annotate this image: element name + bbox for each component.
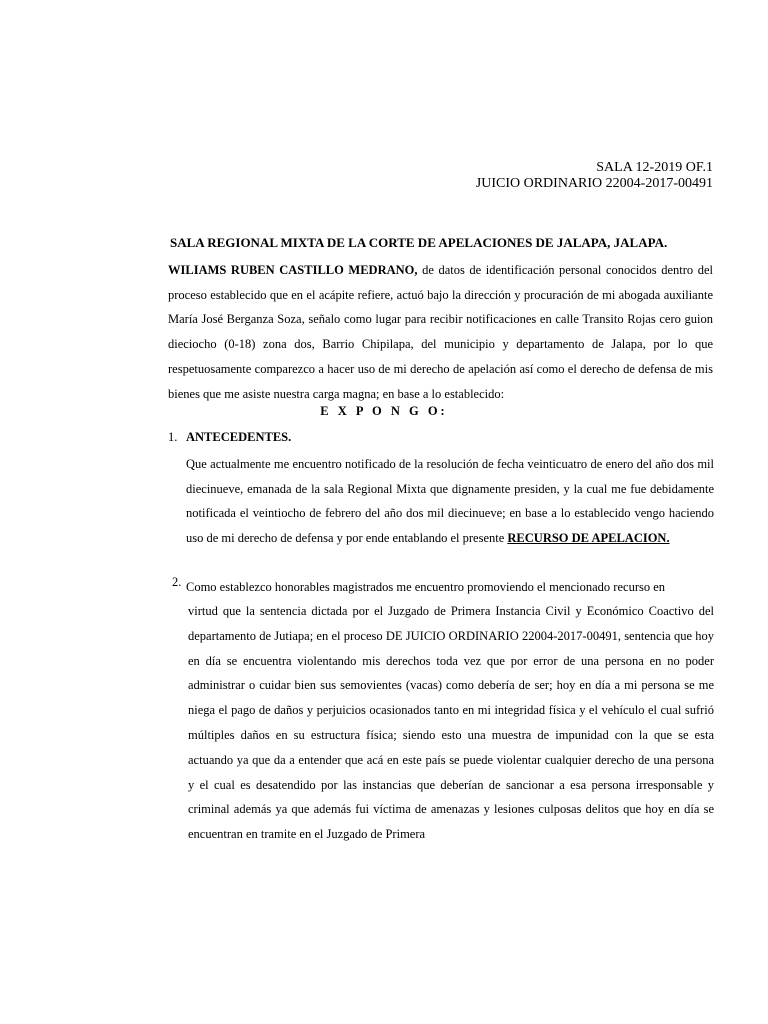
item-2-text-a: virtud que la sentencia dictada por el Juzgado de Primera Instancia Civil y Económico Coactivo del departamento de Jutiapa; en el proceso <box>188 604 714 643</box>
item-2-body <box>188 599 714 847</box>
item-1-text: Que actualmente me encuentro notificado de la resolución de fecha veinticuatro de enero del año dos mil diecinueve, emanada de la sala Regional Mixta que dignamente presiden, y la cual me fue debidamente notificada el veintiocho de febrero del año dos mil diecinueve; en base a lo establecido vengo haciendo uso de mi derecho de defensa y por ende entablando el presente <box>186 457 714 545</box>
item-2-case-ref: DE JUICIO ORDINARIO 22004-2017-00491 <box>385 628 618 643</box>
appellant-name: WILIAMS RUBEN CASTILLO MEDRANO, <box>168 263 418 277</box>
intro-text: de datos de identificación personal conocidos dentro del proceso establecido que en el acápite refiere, actuó bajo la dirección y procuración de mi abogada auxiliante María José Berganza Soza, señalo como lugar para recibir notificaciones en calle Transito Rojas cero guion dieciocho (0-18) zona dos, Barrio Chipilapa, del municipio y departamento de Jalapa, por lo que respetuosamente comparezco a hacer uso de mi derecho de apelación así como el derecho de defensa de mis bienes que me asiste nuestra carga magna; en base a lo establecido: <box>168 263 713 401</box>
item-2-first-line: Como establezco honorables magistrados me encuentro promoviendo el mencionado recurso en <box>186 580 666 594</box>
item-2-number: 2. <box>172 575 182 589</box>
court-title: SALA REGIONAL MIXTA DE LA CORTE DE APELACIONES DE JALAPA, JALAPA. <box>170 235 668 250</box>
item-1-emphasis: RECURSO DE APELACION. <box>507 530 670 545</box>
intro-paragraph <box>168 258 713 406</box>
section-heading: E X P O N G O: <box>320 404 448 418</box>
item-2-text-b: , sentencia que hoy en día se encuentra violentando mis derechos toda vez que por error de una persona en no poder administrar o cuidar bien sus semovientes (vacas) como debería de ser; hoy en día a mi persona se me niega el pago de daños y perjuicios ocasionados tanto en mi integridad física y el vehículo el cual sufrió múltiples daños en su estructura física; siendo esto una muestra de impunidad con la que se esta actuando ya que da a entender que acá en este país se puede violentar cualquier derecho de una persona y el cual es desatendido por las instancias que deberían de sancionar a esa persona irresponsable y criminal además ya que además fui víctima de amenazas y lesiones culposas delitos que hoy en día se encuentran en tramite en el Juzgado de Primera <box>188 628 714 842</box>
item-1-body <box>186 452 714 550</box>
case-reference-line-1: SALA 12-2019 OF.1 <box>596 160 713 175</box>
case-reference-line-2: JUICIO ORDINARIO 22004-2017-00491 <box>475 176 713 191</box>
item-1-title: ANTECEDENTES. <box>186 430 292 444</box>
item-1-number: 1. <box>168 430 178 444</box>
case-reference <box>476 160 713 192</box>
